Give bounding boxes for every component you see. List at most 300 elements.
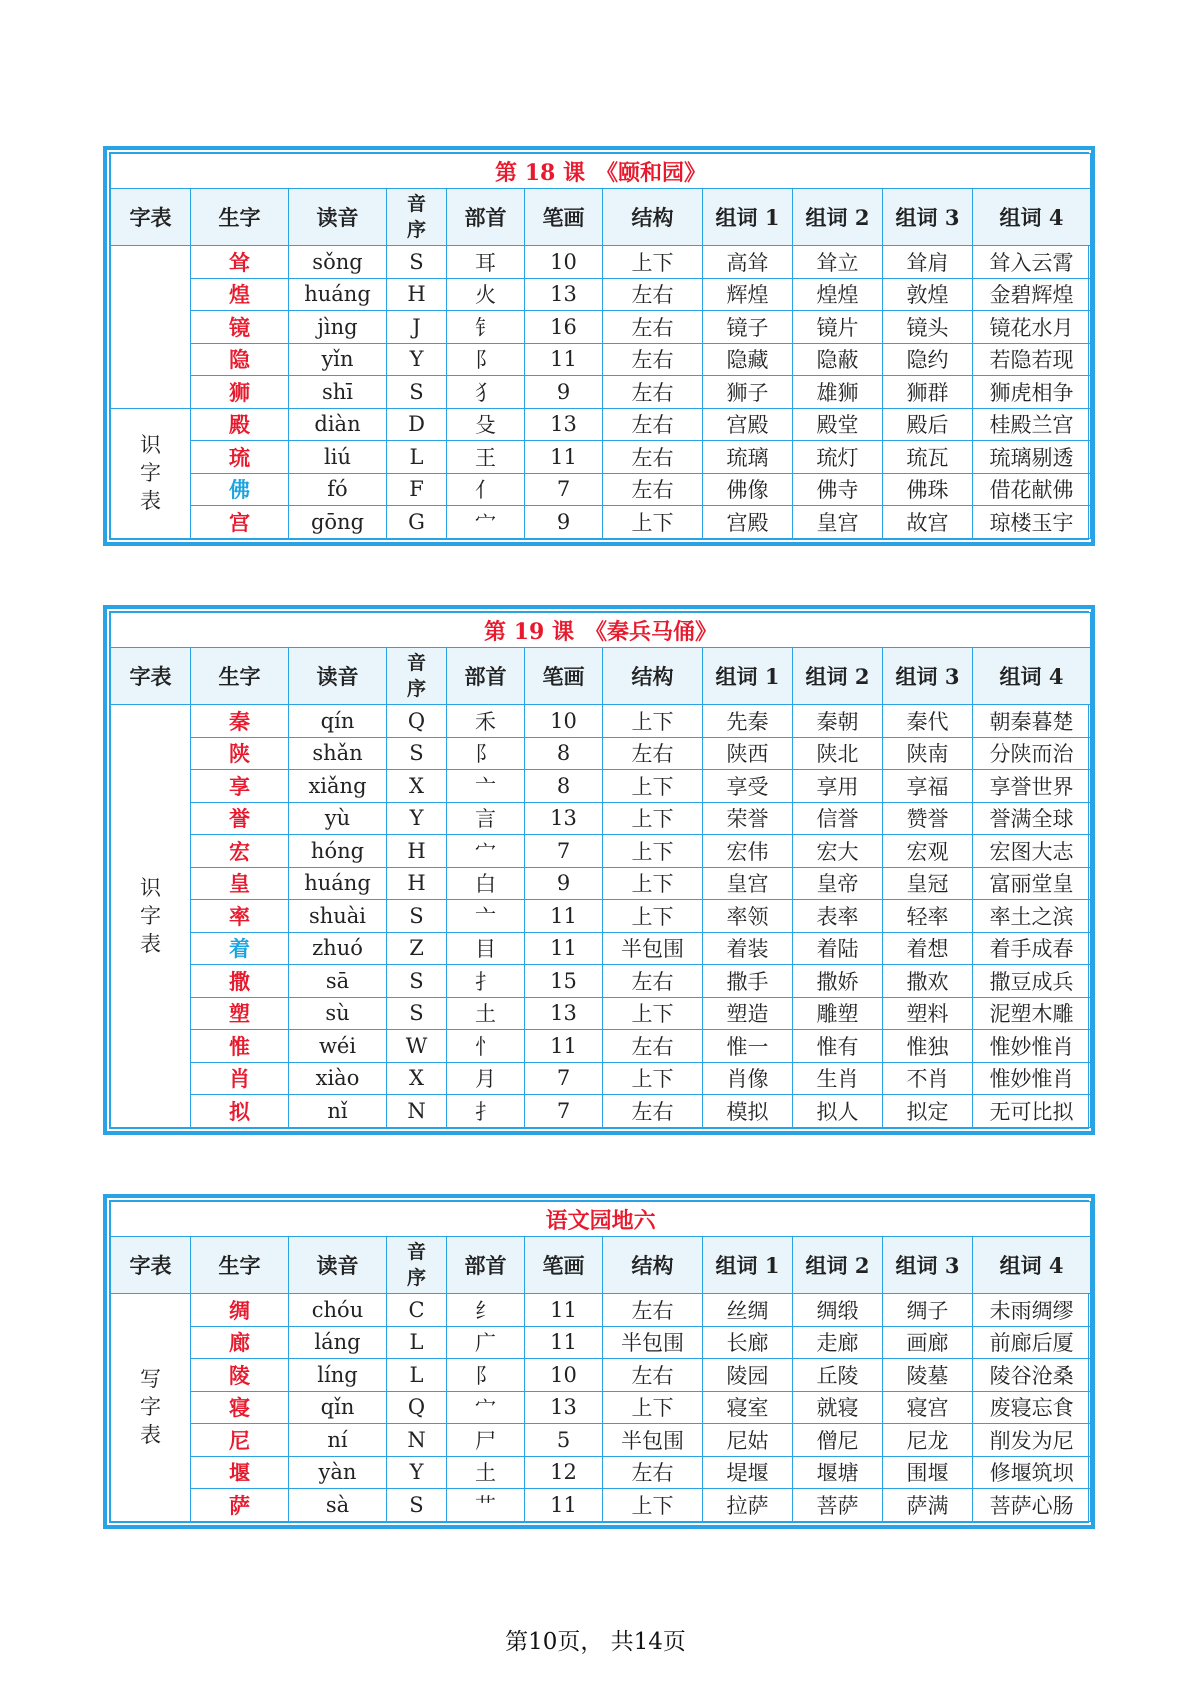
cell-w3: 塑料	[883, 997, 973, 1030]
cell-rad: 阝	[447, 1359, 525, 1392]
cell-w3: 隐约	[883, 343, 973, 376]
table-row	[111, 802, 1091, 835]
cell-w1: 宫殿	[703, 408, 793, 441]
cell-py: yàn	[289, 1456, 387, 1489]
new-character: 寝	[191, 1391, 289, 1424]
cell-w2: 享用	[793, 770, 883, 803]
new-character: 绸	[191, 1294, 289, 1327]
cell-w4: 惟妙惟肖	[973, 1030, 1091, 1063]
cell-w4: 金碧辉煌	[973, 278, 1091, 311]
cell-py: qín	[289, 705, 387, 738]
column-header: 组词 4	[973, 189, 1091, 246]
cell-idx: N	[387, 1095, 447, 1128]
cell-w1: 丝绸	[703, 1294, 793, 1327]
cell-w4: 琉璃剔透	[973, 441, 1091, 474]
cell-strokes: 9	[525, 867, 603, 900]
cell-rad: 王	[447, 441, 525, 474]
cell-w4: 朝秦暮楚	[973, 705, 1091, 738]
column-header: 生字	[191, 648, 289, 705]
cell-w2: 皇宫	[793, 506, 883, 539]
cell-w1: 寝室	[703, 1391, 793, 1424]
cell-w1: 皇宫	[703, 867, 793, 900]
cell-w4: 修堰筑坝	[973, 1456, 1091, 1489]
column-header: 组词 2	[793, 189, 883, 246]
cell-w2: 表率	[793, 900, 883, 933]
cell-idx: S	[387, 737, 447, 770]
cell-w4: 借花献佛	[973, 473, 1091, 506]
lesson-18-table	[103, 146, 1095, 546]
cell-rad: 广	[447, 1326, 525, 1359]
column-header: 结构	[603, 1237, 703, 1294]
cell-py: xiào	[289, 1062, 387, 1095]
cell-w3: 陵墓	[883, 1359, 973, 1392]
cell-w2: 皇帝	[793, 867, 883, 900]
table-title: 第 19 课 《秦兵马俑》	[111, 613, 1091, 648]
cell-w1: 荣誉	[703, 802, 793, 835]
cell-w2: 隐蔽	[793, 343, 883, 376]
cell-w4: 镜花水月	[973, 311, 1091, 344]
cell-w2: 惟有	[793, 1030, 883, 1063]
column-header: 生字	[191, 1237, 289, 1294]
new-character: 耸	[191, 246, 289, 279]
column-header: 组词 1	[703, 648, 793, 705]
cell-rad: 月	[447, 1062, 525, 1095]
cell-strokes: 10	[525, 1359, 603, 1392]
table-row	[111, 1424, 1091, 1457]
cell-w1: 高耸	[703, 246, 793, 279]
cell-struct: 左右	[603, 1030, 703, 1063]
cell-w2: 就寝	[793, 1391, 883, 1424]
cell-w2: 生肖	[793, 1062, 883, 1095]
column-header: 读音	[289, 648, 387, 705]
cell-py: láng	[289, 1326, 387, 1359]
cell-w4: 桂殿兰宫	[973, 408, 1091, 441]
cell-w3: 惟独	[883, 1030, 973, 1063]
cell-w2: 煌煌	[793, 278, 883, 311]
cell-struct: 上下	[603, 705, 703, 738]
cell-py: liú	[289, 441, 387, 474]
new-character: 琉	[191, 441, 289, 474]
cell-rad: 禾	[447, 705, 525, 738]
column-header: 字表	[111, 1237, 191, 1294]
cell-strokes: 7	[525, 835, 603, 868]
new-character: 堰	[191, 1456, 289, 1489]
cell-py: wéi	[289, 1030, 387, 1063]
cell-idx: S	[387, 246, 447, 279]
cell-w1: 镜子	[703, 311, 793, 344]
cell-rad: 纟	[447, 1294, 525, 1327]
column-header: 音序	[387, 189, 447, 246]
column-header: 读音	[289, 1237, 387, 1294]
cell-struct: 上下	[603, 900, 703, 933]
new-character: 肖	[191, 1062, 289, 1095]
new-character: 率	[191, 900, 289, 933]
column-header: 组词 1	[703, 1237, 793, 1294]
cell-struct: 左右	[603, 278, 703, 311]
cell-w4: 未雨绸缪	[973, 1294, 1091, 1327]
cell-rad: 目	[447, 932, 525, 965]
table-row	[111, 441, 1091, 474]
cell-idx: Y	[387, 343, 447, 376]
cell-struct: 上下	[603, 1391, 703, 1424]
column-header: 笔画	[525, 189, 603, 246]
table-row	[111, 965, 1091, 998]
cell-rad: 亠	[447, 770, 525, 803]
cell-rad: 犭	[447, 376, 525, 409]
cell-idx: G	[387, 506, 447, 539]
column-header: 字表	[111, 648, 191, 705]
cell-w2: 雄狮	[793, 376, 883, 409]
group-label	[111, 1294, 191, 1522]
cell-struct: 上下	[603, 1062, 703, 1095]
cell-w1: 宫殿	[703, 506, 793, 539]
cell-w3: 皇冠	[883, 867, 973, 900]
new-character: 秦	[191, 705, 289, 738]
cell-w1: 塑造	[703, 997, 793, 1030]
cell-struct: 上下	[603, 835, 703, 868]
cell-rad: 钅	[447, 311, 525, 344]
table-row	[111, 900, 1091, 933]
cell-struct: 上下	[603, 1489, 703, 1522]
table-row	[111, 1326, 1091, 1359]
cell-w3: 尼龙	[883, 1424, 973, 1457]
cell-py: shī	[289, 376, 387, 409]
cell-struct: 左右	[603, 1095, 703, 1128]
cell-struct: 上下	[603, 506, 703, 539]
cell-w3: 赞誉	[883, 802, 973, 835]
cell-idx: N	[387, 1424, 447, 1457]
cell-struct: 上下	[603, 867, 703, 900]
cell-w2: 菩萨	[793, 1489, 883, 1522]
cell-idx: W	[387, 1030, 447, 1063]
table-row	[111, 1095, 1091, 1128]
cell-py: nǐ	[289, 1095, 387, 1128]
cell-idx: D	[387, 408, 447, 441]
cell-w1: 佛像	[703, 473, 793, 506]
cell-py: qǐn	[289, 1391, 387, 1424]
cell-w1: 先秦	[703, 705, 793, 738]
cell-py: zhuó	[289, 932, 387, 965]
column-header: 组词 3	[883, 648, 973, 705]
cell-idx: S	[387, 1489, 447, 1522]
cell-w1: 堤堰	[703, 1456, 793, 1489]
cell-rad: 宀	[447, 835, 525, 868]
cell-w4: 惟妙惟肖	[973, 1062, 1091, 1095]
column-header: 部首	[447, 1237, 525, 1294]
cell-w3: 围堰	[883, 1456, 973, 1489]
column-header: 笔画	[525, 648, 603, 705]
cell-strokes: 11	[525, 900, 603, 933]
cell-rad: 亠	[447, 900, 525, 933]
column-header: 组词 3	[883, 189, 973, 246]
table-title: 语文园地六	[111, 1202, 1091, 1237]
cell-struct: 左右	[603, 737, 703, 770]
cell-w3: 画廊	[883, 1326, 973, 1359]
cell-py: gōng	[289, 506, 387, 539]
cell-w2: 走廊	[793, 1326, 883, 1359]
cell-w1: 尼姑	[703, 1424, 793, 1457]
cell-struct: 左右	[603, 473, 703, 506]
cell-idx: X	[387, 1062, 447, 1095]
group-label	[111, 705, 191, 1128]
cell-w1: 狮子	[703, 376, 793, 409]
cell-w3: 陕南	[883, 737, 973, 770]
cell-rad: 艹	[447, 1489, 525, 1522]
cell-strokes: 7	[525, 1062, 603, 1095]
cell-w4: 前廊后厦	[973, 1326, 1091, 1359]
cell-w4: 狮虎相争	[973, 376, 1091, 409]
cell-rad: 火	[447, 278, 525, 311]
cell-w3: 殿后	[883, 408, 973, 441]
new-character: 惟	[191, 1030, 289, 1063]
cell-w1: 享受	[703, 770, 793, 803]
cell-w4: 陵谷沧桑	[973, 1359, 1091, 1392]
cell-rad: 阝	[447, 343, 525, 376]
table-row	[111, 408, 1091, 441]
table-row	[111, 473, 1091, 506]
table-title: 第 18 课 《颐和园》	[111, 154, 1091, 189]
cell-struct: 上下	[603, 770, 703, 803]
column-header: 组词 4	[973, 648, 1091, 705]
table-row	[111, 867, 1091, 900]
table-row	[111, 1359, 1091, 1392]
cell-w3: 佛珠	[883, 473, 973, 506]
cell-w3: 琉瓦	[883, 441, 973, 474]
cell-w2: 耸立	[793, 246, 883, 279]
cell-py: diàn	[289, 408, 387, 441]
cell-py: jìng	[289, 311, 387, 344]
new-character: 皇	[191, 867, 289, 900]
cell-idx: C	[387, 1294, 447, 1327]
cell-w2: 堰塘	[793, 1456, 883, 1489]
cell-strokes: 11	[525, 1489, 603, 1522]
cell-strokes: 9	[525, 506, 603, 539]
table-row	[111, 376, 1091, 409]
cell-idx: X	[387, 770, 447, 803]
cell-idx: H	[387, 835, 447, 868]
cell-strokes: 11	[525, 343, 603, 376]
cell-w1: 惟一	[703, 1030, 793, 1063]
cell-py: huáng	[289, 867, 387, 900]
cell-w1: 隐藏	[703, 343, 793, 376]
column-header: 音序	[387, 648, 447, 705]
cell-idx: S	[387, 965, 447, 998]
cell-py: sà	[289, 1489, 387, 1522]
cell-idx: H	[387, 278, 447, 311]
cell-w2: 殿堂	[793, 408, 883, 441]
cell-py: fó	[289, 473, 387, 506]
cell-w3: 镜头	[883, 311, 973, 344]
cell-w2: 雕塑	[793, 997, 883, 1030]
cell-strokes: 13	[525, 997, 603, 1030]
cell-idx: S	[387, 997, 447, 1030]
cell-idx: L	[387, 1359, 447, 1392]
cell-w3: 撒欢	[883, 965, 973, 998]
column-header: 音序	[387, 1237, 447, 1294]
cell-py: ní	[289, 1424, 387, 1457]
cell-strokes: 13	[525, 408, 603, 441]
column-header: 组词 2	[793, 1237, 883, 1294]
column-header: 生字	[191, 189, 289, 246]
new-character: 殿	[191, 408, 289, 441]
column-header: 组词 1	[703, 189, 793, 246]
column-header: 字表	[111, 189, 191, 246]
group-label-text: 识字表	[140, 875, 161, 956]
cell-strokes: 11	[525, 441, 603, 474]
table-row	[111, 1456, 1091, 1489]
cell-rad: 殳	[447, 408, 525, 441]
cell-w3: 萨满	[883, 1489, 973, 1522]
table-row	[111, 506, 1091, 539]
cell-w1: 宏伟	[703, 835, 793, 868]
group-label-text: 写字表	[140, 1367, 161, 1448]
cell-struct: 左右	[603, 1359, 703, 1392]
cell-w1: 率领	[703, 900, 793, 933]
column-header: 结构	[603, 648, 703, 705]
cell-w4: 富丽堂皇	[973, 867, 1091, 900]
cell-w4: 耸入云霄	[973, 246, 1091, 279]
table-row	[111, 1391, 1091, 1424]
cell-w3: 轻率	[883, 900, 973, 933]
cell-strokes: 11	[525, 1294, 603, 1327]
cell-w4: 菩萨心肠	[973, 1489, 1091, 1522]
cell-w3: 耸肩	[883, 246, 973, 279]
new-character: 廊	[191, 1326, 289, 1359]
column-header: 部首	[447, 189, 525, 246]
cell-w1: 陵园	[703, 1359, 793, 1392]
cell-w4: 削发为尼	[973, 1424, 1091, 1457]
cell-w4: 若隐若现	[973, 343, 1091, 376]
group-label-text: 识字表	[140, 433, 161, 513]
cell-w2: 丘陵	[793, 1359, 883, 1392]
cell-w2: 绸缎	[793, 1294, 883, 1327]
cell-strokes: 10	[525, 246, 603, 279]
new-character: 隐	[191, 343, 289, 376]
cell-idx: F	[387, 473, 447, 506]
cell-py: sā	[289, 965, 387, 998]
table-row	[111, 1294, 1091, 1327]
new-character: 撒	[191, 965, 289, 998]
cell-w2: 信誉	[793, 802, 883, 835]
cell-strokes: 16	[525, 311, 603, 344]
new-character: 尼	[191, 1424, 289, 1457]
cell-rad: 言	[447, 802, 525, 835]
table-row	[111, 1030, 1091, 1063]
cell-w1: 琉璃	[703, 441, 793, 474]
cell-struct: 上下	[603, 997, 703, 1030]
cell-strokes: 13	[525, 278, 603, 311]
new-character: 着	[191, 932, 289, 965]
cell-w1: 拉萨	[703, 1489, 793, 1522]
cell-w1: 模拟	[703, 1095, 793, 1128]
cell-strokes: 12	[525, 1456, 603, 1489]
cell-w3: 敦煌	[883, 278, 973, 311]
cell-w2: 镜片	[793, 311, 883, 344]
cell-struct: 半包围	[603, 1326, 703, 1359]
cell-w3: 秦代	[883, 705, 973, 738]
table-row	[111, 997, 1091, 1030]
new-character: 享	[191, 770, 289, 803]
cell-strokes: 7	[525, 473, 603, 506]
page-footer: 第10页， 共14页	[505, 1629, 686, 1655]
cell-strokes: 7	[525, 1095, 603, 1128]
cell-rad: 扌	[447, 965, 525, 998]
cell-idx: Q	[387, 1391, 447, 1424]
table-row	[111, 835, 1091, 868]
cell-py: shuài	[289, 900, 387, 933]
new-character: 宏	[191, 835, 289, 868]
cell-strokes: 8	[525, 770, 603, 803]
cell-w1: 着装	[703, 932, 793, 965]
cell-strokes: 13	[525, 802, 603, 835]
cell-struct: 左右	[603, 1294, 703, 1327]
table-row	[111, 311, 1091, 344]
cell-struct: 左右	[603, 343, 703, 376]
new-character: 宫	[191, 506, 289, 539]
table-row	[111, 1062, 1091, 1095]
cell-w4: 率土之滨	[973, 900, 1091, 933]
cell-strokes: 8	[525, 737, 603, 770]
cell-rad: 扌	[447, 1095, 525, 1128]
cell-w4: 废寝忘食	[973, 1391, 1091, 1424]
cell-rad: 土	[447, 1456, 525, 1489]
cell-w2: 佛寺	[793, 473, 883, 506]
new-character: 萨	[191, 1489, 289, 1522]
cell-w4: 着手成春	[973, 932, 1091, 965]
cell-rad: 忄	[447, 1030, 525, 1063]
cell-w4: 琼楼玉宇	[973, 506, 1091, 539]
cell-struct: 上下	[603, 802, 703, 835]
column-header: 组词 3	[883, 1237, 973, 1294]
group-label	[111, 408, 191, 538]
cell-struct: 上下	[603, 246, 703, 279]
column-header: 组词 2	[793, 648, 883, 705]
cell-py: chóu	[289, 1294, 387, 1327]
cell-w3: 不肖	[883, 1062, 973, 1095]
table-row	[111, 278, 1091, 311]
cell-strokes: 10	[525, 705, 603, 738]
cell-w2: 陕北	[793, 737, 883, 770]
cell-w4: 撒豆成兵	[973, 965, 1091, 998]
cell-idx: J	[387, 311, 447, 344]
cell-struct: 左右	[603, 965, 703, 998]
yuwen-yuandi-6-table	[103, 1194, 1095, 1529]
vocab-table	[110, 1201, 1091, 1522]
new-character: 狮	[191, 376, 289, 409]
cell-w1: 长廊	[703, 1326, 793, 1359]
cell-idx: Y	[387, 1456, 447, 1489]
cell-rad: 亻	[447, 473, 525, 506]
cell-w3: 绸子	[883, 1294, 973, 1327]
new-character: 佛	[191, 473, 289, 506]
cell-py: sǒng	[289, 246, 387, 279]
cell-w4: 分陕而治	[973, 737, 1091, 770]
column-header: 读音	[289, 189, 387, 246]
cell-idx: L	[387, 441, 447, 474]
cell-py: yù	[289, 802, 387, 835]
cell-w4: 无可比拟	[973, 1095, 1091, 1128]
cell-py: hóng	[289, 835, 387, 868]
cell-idx: S	[387, 900, 447, 933]
group-label	[111, 246, 191, 409]
table-row	[111, 1489, 1091, 1522]
cell-rad: 尸	[447, 1424, 525, 1457]
cell-strokes: 13	[525, 1391, 603, 1424]
cell-idx: Q	[387, 705, 447, 738]
cell-strokes: 11	[525, 1326, 603, 1359]
table-row	[111, 770, 1091, 803]
column-header: 组词 4	[973, 1237, 1091, 1294]
